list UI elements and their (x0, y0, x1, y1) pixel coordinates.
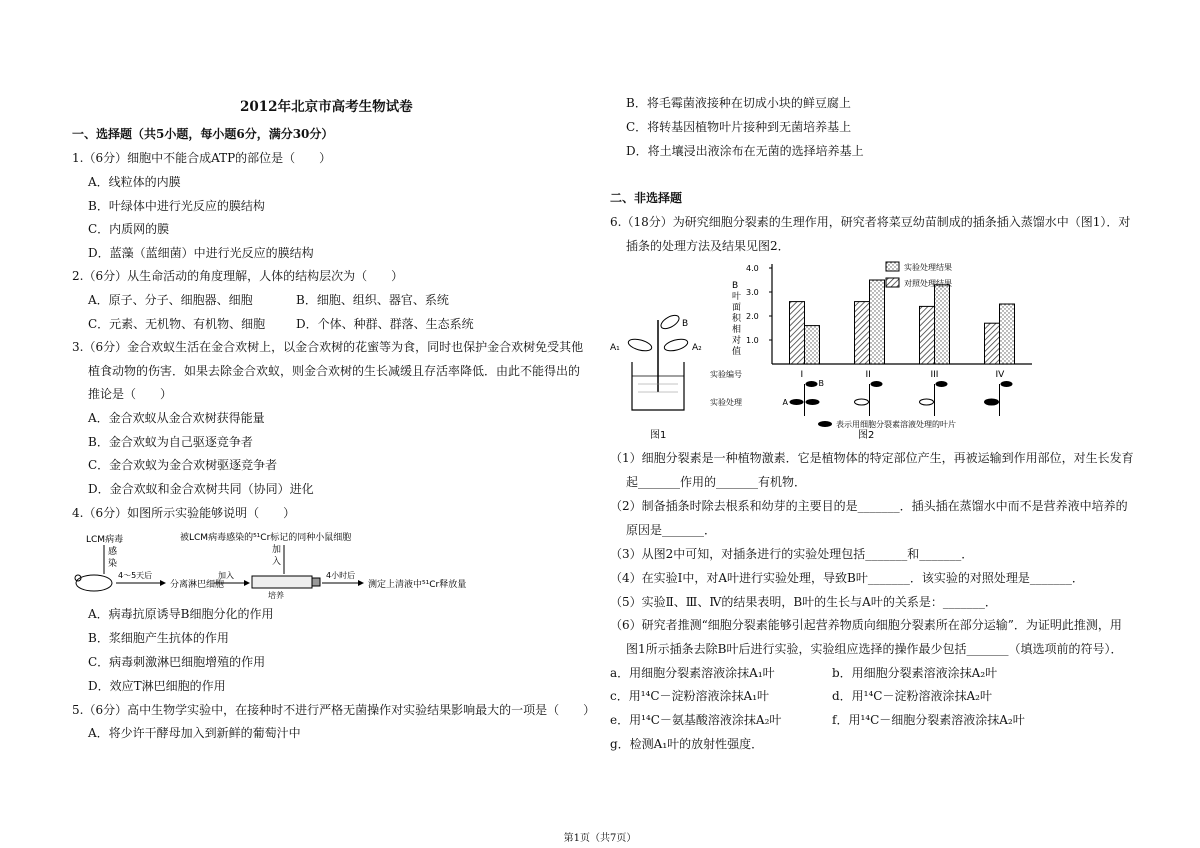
q5-option-b: B．将毛霉菌液接种在切成小块的鲜豆腐上 (626, 96, 851, 110)
q2-stem: 2.（6分）从生命活动的角度理解，人体的结构层次为（ ） (72, 269, 404, 283)
treatment-label-a: A (782, 398, 788, 407)
q4-option-c: C．病毒刺激淋巴细胞增殖的作用 (88, 655, 266, 669)
q3-option-a: A．金合欢蚁从金合欢树获得能量 (88, 411, 265, 425)
q6-stem-line1: 6.（18分）为研究细胞分裂素的生理作用，研究者将菜豆幼苗制成的插条插入蒸馏水中（图1）．对 (610, 215, 1131, 229)
section2-heading: 二、非选择题 (610, 191, 683, 205)
q3-stem-line2: 植食动物的伤害．如果去除金合欢蚁，则金合欢树的生长减缓且存活率降低．由此不能得出的 (88, 364, 581, 378)
leaf-a1-icon (627, 337, 653, 353)
q4-stem: 4.（6分）如图所示实验能够说明（ ） (72, 506, 296, 520)
section1-heading: 一、选择题（共5小题，每小题6分，满分30分） (72, 127, 334, 141)
treatment-label-b: B (818, 379, 824, 388)
q6-p2-line2: 原因是_______． (626, 523, 717, 537)
treated-leaf-a2-icon (806, 399, 820, 405)
legend-note: 表示用细胞分裂素溶液处理的叶片 (836, 420, 956, 429)
q4-option-b: B．浆细胞产生抗体的作用 (88, 631, 229, 645)
q6-p6-line2: 图1所示插条去除B叶后进行实验，实验组应选择的操作最少包括_______（填选项前的符号）． (626, 642, 1123, 656)
y-axis-label-char: 对 (732, 336, 742, 346)
q1-option-b: B．叶绿体中进行光反应的膜结构 (88, 199, 265, 213)
q3-stem-line1: 3.（6分）金合欢蚁生活在金合欢树上，以金合欢树的花蜜等为食，同时也保护金合欢树免受其他 (72, 340, 584, 354)
leaf-b-icon (659, 313, 681, 332)
y-axis-label-char: B (732, 281, 739, 291)
treated-leaf-b-icon (936, 381, 948, 387)
q3-option-c: C．金合欢蚁为金合欢树驱逐竞争者 (88, 458, 278, 472)
y-tick-label: 2.0 (746, 312, 759, 321)
y-axis-label-char: 面 (732, 303, 742, 313)
x-category-label: II (865, 370, 871, 380)
q4-option-a: A．病毒抗原诱导B细胞分化的作用 (88, 607, 274, 621)
bar-experiment-3 (935, 285, 950, 364)
figure2-chart (710, 258, 1040, 445)
q4-fig-arrowhead2 (244, 580, 250, 586)
q6-option-c: c．用¹⁴C－淀粉溶液涂抹A₁叶 (610, 689, 770, 703)
fig1-caption: 图1 (650, 430, 667, 441)
q4-fig-add: 加入 (218, 571, 234, 580)
legend-label-control: 对照处理结果 (904, 279, 952, 288)
row-label-treatment: 实验处理 (710, 398, 742, 407)
q4-fig-hours: 4小时后 (326, 571, 356, 580)
leaf-a2-icon (663, 337, 689, 353)
treated-leaf-b-icon (1001, 381, 1013, 387)
bar-control-2 (855, 302, 870, 364)
tube-cap-icon (312, 578, 320, 586)
q5-stem: 5.（6分）高中生物学实验中，在接种时不进行严格无菌操作对实验结果影响最大的一项是（ ） (72, 703, 596, 717)
q6-option-b: b．用细胞分裂素溶液涂抹A₂叶 (832, 666, 998, 680)
q6-p4: （4）在实验Ⅰ中，对A叶进行实验处理，导致B叶_______．该实验的对照处理是_______． (610, 571, 1084, 585)
y-axis-label-char: 值 (732, 347, 742, 357)
treated-leaf-b-icon (871, 381, 883, 387)
q1-option-d: D．蓝藻（蓝细菌）中进行光反应的膜结构 (88, 246, 314, 260)
q6-p1-line2: 起_______作用的_______有机物． (626, 475, 807, 489)
q2-option-b: B．细胞、组织、器官、系统 (296, 293, 449, 307)
x-category-label: I (800, 370, 804, 380)
fig2-caption: 图2 (858, 430, 875, 441)
q4-fig-measure: 测定上清液中⁵¹Cr释放量 (368, 580, 467, 590)
q3-stem-line3: 推论是（ ） (88, 387, 173, 401)
legend-label-experiment: 实验处理结果 (904, 263, 952, 272)
legend-swatch-experiment (886, 262, 899, 271)
q4-fig-isolate: 分离淋巴细胞 (170, 580, 225, 590)
y-axis-label-char: 积 (732, 314, 742, 324)
q4-fig-culture: 培养 (268, 591, 284, 600)
q4-fig-add-v1: 加 (272, 545, 282, 555)
q4-fig-lcm: LCM病毒 (86, 535, 124, 545)
q4-fig-arrowhead1 (160, 580, 166, 586)
q4-fig-arrowhead3 (358, 580, 364, 586)
y-tick-label: 1.0 (746, 336, 759, 345)
y-tick-label: 3.0 (746, 288, 759, 297)
q6-option-a: a．用细胞分裂素溶液涂抹A₁叶 (610, 666, 775, 680)
q4-fig-add-v2: 入 (272, 557, 282, 567)
treated-leaf-a1-icon (790, 399, 804, 405)
leaf-a-icon (855, 399, 869, 405)
q3-option-d: D．金合欢蚁和金合欢树共同（协同）进化 (88, 482, 314, 496)
q6-option-e: e．用¹⁴C－氨基酸溶液涂抹A₂叶 (610, 713, 782, 727)
figure1 (610, 300, 710, 445)
q4-fig-infect-2: 染 (108, 559, 118, 569)
q6-stem-line2: 插条的处理方法及结果见图2． (626, 239, 790, 253)
bar-control-4 (985, 323, 1000, 364)
treated-leaf-legend-icon (818, 421, 832, 427)
y-axis-label-char: 相 (732, 325, 742, 335)
q1-option-c: C．内质网的膜 (88, 222, 170, 236)
test-tube-icon (252, 576, 312, 588)
fig1-label-b: B (682, 319, 689, 329)
q1-option-a: A．线粒体的内膜 (88, 175, 181, 189)
y-tick-label: 4.0 (746, 264, 759, 273)
bar-experiment-1 (805, 326, 820, 364)
bar-experiment-4 (1000, 304, 1015, 364)
leaf-a-icon (920, 399, 934, 405)
q6-p2-line1: （2）制备插条时除去根系和幼芽的主要目的是_______．插头插在蒸馏水中而不是营养液中培养的 (610, 499, 1128, 513)
q1-stem: 1.（6分）细胞中不能合成ATP的部位是（ ） (72, 151, 332, 165)
bar-experiment-2 (870, 280, 885, 364)
q6-p6-line1: （6）研究者推测“细胞分裂素能够引起营养物质向细胞分裂素所在部分运输”．为证明此推测，用 (610, 618, 1122, 632)
fig1-label-a2: A₂ (692, 343, 702, 353)
q4-fig-infect-1: 感 (108, 547, 118, 557)
bar-control-3 (920, 306, 935, 364)
q6-option-d: d．用¹⁴C－淀粉溶液涂抹A₂叶 (832, 689, 992, 703)
q5-option-d: D．将土壤浸出液涂布在无菌的选择培养基上 (626, 144, 864, 158)
page-title: 2012年北京市高考生物试卷 (240, 99, 413, 115)
q5-option-c: C．将转基因植物叶片接种到无菌培养基上 (626, 120, 852, 134)
q2-option-c: C．元素、无机物、有机物、细胞 (88, 317, 266, 331)
x-category-label: IV (995, 370, 1005, 380)
q6-option-g: g．检测A₁叶的放射性强度． (610, 737, 764, 751)
legend-swatch-control (886, 278, 899, 287)
q4-fig-target: 被LCM病毒感染的⁵¹Cr标记的同种小鼠细胞 (180, 533, 352, 543)
q3-option-b: B．金合欢蚁为自己驱逐竞争者 (88, 435, 253, 449)
x-category-label: III (930, 370, 939, 380)
q6-p5: （5）实验Ⅱ、Ⅲ、Ⅳ的结果表明，B叶的生长与A叶的关系是：_______． (610, 595, 997, 609)
bar-control-1 (790, 302, 805, 364)
leaf-a-icon (985, 399, 999, 405)
treated-leaf-b-icon (806, 381, 818, 387)
y-axis-label-char: 叶 (732, 292, 742, 302)
q4-option-d: D．效应T淋巴细胞的作用 (88, 679, 226, 693)
q6-option-f: f．用¹⁴C－细胞分裂素溶液涂抹A₂叶 (832, 713, 1025, 727)
fig1-label-a1: A₁ (610, 343, 620, 353)
row-label-experiment-number: 实验编号 (710, 370, 742, 379)
q4-figure (72, 528, 467, 600)
q6-p3: （3）从图2中可知，对插条进行的实验处理包括_______和_______． (610, 547, 974, 561)
q5-option-a: A．将少许干酵母加入到新鲜的葡萄汁中 (88, 726, 301, 740)
q2-option-a: A．原子、分子、细胞器、细胞 (88, 293, 253, 307)
page-footer: 第1页（共7页） (563, 833, 637, 844)
q6-p1-line1: （1）细胞分裂素是一种植物激素．它是植物体的特定部位产生，再被运输到作用部位，对生长发育 (610, 451, 1134, 465)
q2-option-d: D．个体、种群、群落、生态系统 (296, 317, 474, 331)
q4-fig-days: 4～5天后 (118, 571, 153, 580)
